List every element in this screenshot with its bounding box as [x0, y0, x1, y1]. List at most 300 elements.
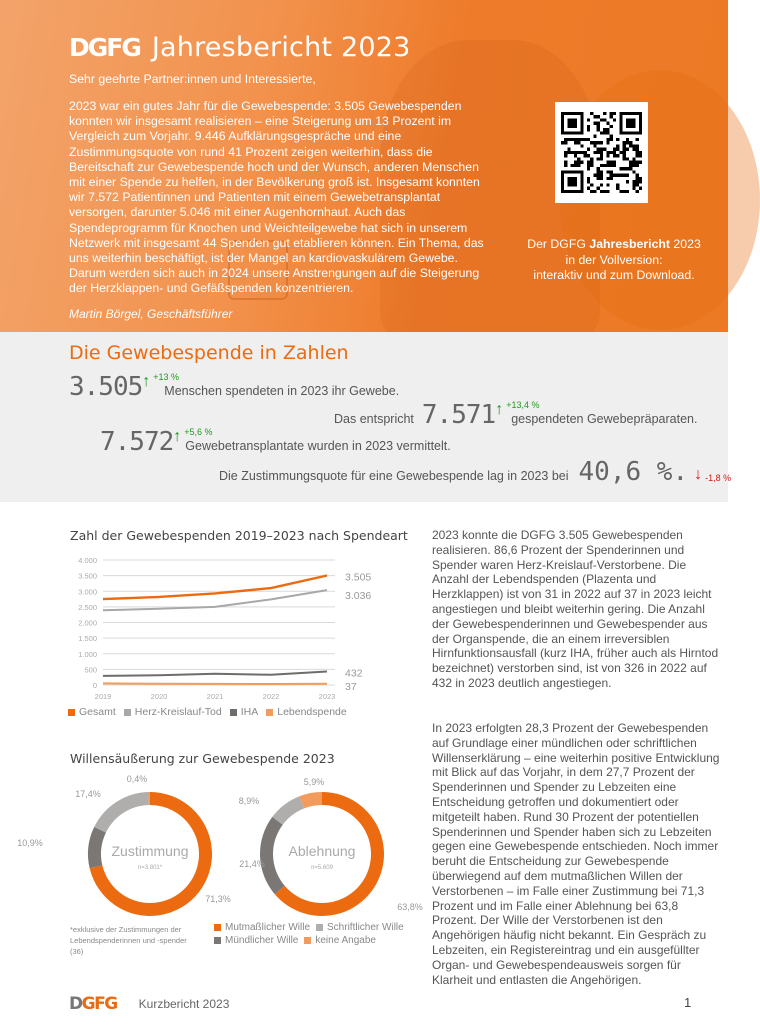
qr-module — [577, 138, 580, 141]
qr-module — [610, 112, 613, 115]
qr-module — [590, 112, 593, 115]
qr-module — [636, 174, 639, 177]
slice-label: 21,4% — [239, 859, 265, 869]
legend-label: Mündlicher Wille — [225, 935, 299, 946]
qr-module — [632, 144, 635, 147]
donut-chart-zustimmung — [17, 772, 240, 932]
qr-module — [629, 167, 632, 170]
footer-subtitle: Kurzbericht 2023 — [138, 997, 230, 1011]
qr-module — [597, 157, 600, 160]
qr-module — [593, 135, 596, 138]
qr-finder — [567, 118, 577, 128]
logo-d: D — [69, 994, 82, 1014]
y-tick-label: 0 — [92, 681, 97, 690]
y-tick-label: 2.500 — [78, 602, 97, 612]
qr-module — [590, 141, 593, 144]
qr-module — [610, 125, 613, 128]
qr-module — [616, 154, 619, 157]
legend-item — [124, 706, 222, 718]
qr-module — [587, 138, 590, 141]
greeting: Sehr geehrte Partner:innen und Interessierte, — [69, 72, 316, 86]
y-tick-label: 1.000 — [78, 649, 97, 659]
qr-module — [613, 164, 616, 167]
stat-consent-rate — [217, 457, 732, 487]
legend-item — [214, 935, 298, 946]
qr-module — [639, 151, 642, 154]
body-paragraph-1: 2023 konnte die DGFG 3.505 Gewebespenden realisieren. 86,6 Prozent der Spenderinnen und Spender waren Herz-Kreislauf-Verstorbene. Die Anzahl der Lebendspenden (Plazenta und Herzklappen) ist von 31 in 2022 auf 37 in 2023 leicht angestiegen und bleibt weiterhin gering. Die Anzahl der Gewebespenderinnen und Gewebespender aus der Organspende, die an einem irreversiblen Hirnfunktionsausfall (kurz IHA, früher auch als Hirntod bezeichnet) verstorben sind, ist von 326 in 2022 auf 432 in 2023 deutlich angestiegen. — [432, 528, 719, 690]
qr-module — [636, 161, 639, 164]
qr-module — [623, 167, 626, 170]
stat-delta-value: +5,6 % — [184, 427, 213, 437]
legend-swatch — [124, 709, 131, 716]
qr-module — [610, 161, 613, 164]
line-chart-title: Zahl der Gewebespenden 2019–2023 nach Spendeart — [70, 528, 408, 543]
qr-module — [606, 141, 609, 144]
legend-item — [266, 706, 347, 718]
qr-module — [574, 151, 577, 154]
qr-module — [626, 167, 629, 170]
report-title — [69, 32, 410, 63]
qr-module — [623, 174, 626, 177]
qr-module — [603, 131, 606, 134]
qr-module — [619, 174, 622, 177]
qr-module — [577, 141, 580, 144]
qr-module — [561, 141, 564, 144]
end-value-label: 3.505 — [345, 571, 372, 584]
qr-module — [567, 138, 570, 141]
qr-module — [610, 135, 613, 138]
qr-module — [600, 164, 603, 167]
arrow-up-icon: ↑ — [495, 401, 504, 418]
qr-caption-pre: Der DGFG — [527, 237, 590, 251]
legend-label: keine Angabe — [315, 935, 376, 946]
stat-text: Die Zustimmungsquote für eine Gewebespende lag in 2023 bei — [219, 469, 569, 483]
stat-delta — [173, 429, 211, 455]
qr-module — [626, 180, 629, 183]
page-title: Jahresbericht 2023 — [151, 32, 411, 63]
slice-label: 71,3% — [205, 894, 231, 904]
qr-finder — [567, 177, 577, 187]
line-chart — [65, 548, 385, 703]
qr-module — [574, 164, 577, 167]
end-value-label: 3.036 — [345, 590, 372, 603]
arrow-up-icon: ↑ — [173, 428, 182, 445]
legend-swatch — [230, 709, 237, 716]
y-tick-label: 1.500 — [78, 634, 97, 644]
qr-module — [610, 115, 613, 118]
qr-module — [626, 141, 629, 144]
qr-module — [593, 115, 596, 118]
qr-module — [610, 164, 613, 167]
qr-module — [571, 164, 574, 167]
qr-module — [593, 151, 596, 154]
qr-module — [613, 148, 616, 151]
qr-module — [597, 128, 600, 131]
qr-module — [603, 190, 606, 193]
x-tick-label: 2022 — [262, 692, 280, 701]
qr-module — [600, 141, 603, 144]
qr-module — [600, 174, 603, 177]
qr-module — [613, 112, 616, 115]
qr-module — [593, 122, 596, 125]
donut-chart-ablehnung — [232, 772, 423, 932]
qr-module — [610, 170, 613, 173]
qr-module — [600, 154, 603, 157]
qr-module — [600, 177, 603, 180]
qr-module — [623, 148, 626, 151]
qr-module — [600, 148, 603, 151]
qr-module — [597, 122, 600, 125]
qr-module — [619, 190, 622, 193]
qr-module — [606, 122, 609, 125]
legend-item — [214, 922, 310, 933]
qr-module — [574, 154, 577, 157]
stat-delta-value: +13,4 % — [506, 400, 540, 410]
qr-module — [577, 164, 580, 167]
qr-code-graphic — [561, 108, 642, 197]
qr-module — [623, 141, 626, 144]
qr-module — [636, 138, 639, 141]
qr-code-icon[interactable] — [555, 102, 648, 203]
qr-module — [564, 154, 567, 157]
qr-module — [636, 177, 639, 180]
qr-module — [600, 183, 603, 186]
qr-module — [574, 161, 577, 164]
qr-module — [619, 151, 622, 154]
stat-preparations — [332, 402, 697, 428]
stat-text: gespendeten Gewebepräparaten. — [511, 412, 698, 426]
qr-module — [577, 157, 580, 160]
qr-module — [574, 141, 577, 144]
qr-module — [632, 164, 635, 167]
slice-label: 8,9% — [238, 796, 260, 806]
slice-label: 17,4% — [75, 789, 101, 799]
donut-footnote: *exklusive der Zustimmungen der Lebendspenderinnen und -spender (36) — [70, 925, 187, 956]
slice-label: 0,4% — [126, 774, 148, 784]
qr-module — [606, 138, 609, 141]
qr-module — [636, 144, 639, 147]
qr-module — [597, 115, 600, 118]
legend-swatch — [304, 937, 311, 944]
qr-module — [587, 164, 590, 167]
legend-item — [230, 706, 259, 718]
qr-module — [590, 164, 593, 167]
qr-caption — [500, 237, 728, 284]
qr-module — [580, 144, 583, 147]
qr-module — [593, 174, 596, 177]
qr-module — [626, 174, 629, 177]
qr-module — [571, 138, 574, 141]
qr-module — [587, 125, 590, 128]
donut-center-label: Zustimmung — [111, 843, 189, 859]
qr-module — [590, 183, 593, 186]
legend-swatch — [316, 924, 323, 931]
qr-module — [613, 161, 616, 164]
qr-module — [584, 138, 587, 141]
qr-module — [632, 183, 635, 186]
legend-label: Herz-Kreislauf-Tod — [134, 706, 222, 718]
qr-module — [584, 154, 587, 157]
y-tick-label: 3.500 — [78, 571, 97, 581]
qr-module — [577, 161, 580, 164]
stat-value: 3.505 — [69, 372, 143, 402]
legend-item — [68, 706, 116, 718]
qr-module — [623, 154, 626, 157]
stat-delta-value: -1,8 % — [705, 473, 732, 483]
qr-module — [629, 161, 632, 164]
qr-module — [603, 118, 606, 121]
qr-module — [587, 161, 590, 164]
qr-module — [606, 170, 609, 173]
stat-delta — [688, 459, 732, 485]
qr-module — [636, 148, 639, 151]
qr-module — [564, 151, 567, 154]
qr-module — [623, 157, 626, 160]
intro-text: 2023 war ein gutes Jahr für die Gewebespende: 3.505 Gewebespenden konnten wir insgesamt realisieren – eine Steigerung um 13 Prozent im Vergleich zum Vorjahr. 9.446 Aufklärungsgespräche und eine Zustimmungsquote von rund 41 Prozent zeigen weiterhin, dass die Bereitschaft zur Gewebespende hoch und der Wunsch, anderen Menschen mit einer Spende zu helfen, in der Bevölkerung groß ist. Insgesamt konnten wir 7.572 Patientinnen und Patienten mit einem Gewebetransplantat versorgen, darunter 5.046 mit einer Augenhornhaut. Auch das Spendeprogramm für Knochen und Weichteilgewebe hat sich in unserem Netzwerk mit insgesamt 44 Spenden gut etablieren können. Ein Thema, das uns weiterhin beschäftigt, ist der Mangel an kardiovaskulärem Gewebe. Darum werden sich auch in 2024 unsere Anstrengungen auf die Steigerung der Herzklappen- und Gefäßspenden konzentrieren. — [69, 99, 484, 296]
legend-swatch — [266, 709, 273, 716]
qr-module — [600, 157, 603, 160]
donut-center-sub: n=3.801* — [137, 865, 163, 871]
x-tick-label: 2023 — [318, 692, 336, 701]
legend-label: Schriftlicher Wille — [327, 922, 404, 933]
qr-module — [619, 167, 622, 170]
qr-module — [626, 138, 629, 141]
qr-module — [606, 131, 609, 134]
qr-caption-post: 2023 — [670, 237, 701, 251]
stat-value: 7.572 — [100, 427, 174, 457]
qr-module — [639, 187, 642, 190]
qr-module — [580, 161, 583, 164]
qr-module — [623, 144, 626, 147]
qr-module — [613, 154, 616, 157]
qr-module — [606, 128, 609, 131]
stat-value: 40,6 %. — [578, 457, 689, 487]
qr-module — [603, 112, 606, 115]
qr-module — [629, 141, 632, 144]
qr-module — [597, 167, 600, 170]
qr-module — [632, 148, 635, 151]
body-paragraph-2: In 2023 erfolgten 28,3 Prozent der Gewebespenden auf Grundlage einer mündlichen oder schriftlichen Willenserklärung – eine weiterhin positive Entwicklung mit Blick auf das Vorjahr, in dem 27,7 Prozent der Spenderinnen und Spender zu Lebzeiten eine Entscheidung getroffen und dokumentiert oder mitgeteilt haben. Rund 30 Prozent der potentiellen Spenderinnen und Spender haben sich zu Lebzeiten gegen eine Gewebespende entschieden. Noch immer beruht die Entscheidung zur Gewebespende überwiegend auf dem mutmaßlichen Willen der Verstorbenen – im Falle einer Zustimmung bei 71,3 Prozent und im Falle einer Ablehnung bei 63,8 Prozent. Der Wille der Verstorbenen ist den Angehörigen häufig nicht bekannt. Ein Gespräch zu Lebzeiten, ein Registereintrag und ein ausgefüllter Organ- und Gewebespendeausweis sorgen für Klarheit und entlasten die Angehörigen. — [432, 721, 720, 987]
qr-module — [623, 151, 626, 154]
legend-swatch — [68, 709, 75, 716]
qr-module — [600, 170, 603, 173]
qr-module — [613, 151, 616, 154]
qr-module — [639, 154, 642, 157]
arrow-down-icon: ↓ — [694, 466, 703, 483]
slice-label: 5,9% — [303, 777, 325, 787]
qr-module — [632, 161, 635, 164]
stat-donors — [69, 374, 399, 400]
qr-caption-line2: in der Vollversion: — [565, 252, 663, 267]
signature: Martin Börgel, Geschäftsführer — [69, 307, 233, 321]
qr-module — [610, 174, 613, 177]
qr-module — [597, 177, 600, 180]
legend-item — [316, 922, 404, 933]
logo-gfg: GFG — [81, 994, 117, 1014]
x-tick-label: 2019 — [94, 692, 112, 701]
qr-module — [590, 157, 593, 160]
qr-module — [587, 148, 590, 151]
qr-module — [567, 148, 570, 151]
qr-module — [616, 138, 619, 141]
qr-module — [626, 157, 629, 160]
qr-module — [636, 151, 639, 154]
qr-module — [603, 164, 606, 167]
donut-center-label: Ablehnung — [288, 843, 356, 859]
qr-module — [564, 138, 567, 141]
qr-caption-line3: interaktiv und zum Download. — [533, 268, 695, 282]
legend-label: Mutmaßlicher Wille — [225, 922, 311, 933]
qr-module — [632, 157, 635, 160]
qr-module — [616, 183, 619, 186]
qr-module — [603, 148, 606, 151]
qr-module — [616, 187, 619, 190]
legend-item — [304, 935, 376, 946]
qr-module — [639, 180, 642, 183]
qr-module — [587, 128, 590, 131]
qr-module — [616, 174, 619, 177]
stat-delta — [495, 400, 540, 428]
qr-module — [623, 190, 626, 193]
donut-slice — [272, 796, 304, 824]
qr-module — [639, 177, 642, 180]
dgfg-logo-footer — [69, 994, 117, 1014]
qr-module — [564, 141, 567, 144]
qr-module — [616, 144, 619, 147]
slice-label: 63,8% — [397, 902, 423, 912]
y-tick-label: 3.000 — [78, 587, 97, 597]
line-chart-legend — [68, 706, 398, 718]
qr-module — [626, 148, 629, 151]
donut-slice — [94, 792, 149, 833]
qr-module — [632, 170, 635, 173]
qr-module — [587, 177, 590, 180]
qr-module — [636, 154, 639, 157]
qr-module — [639, 161, 642, 164]
qr-caption-bold: Jahresbericht — [589, 237, 671, 251]
qr-module — [610, 138, 613, 141]
qr-module — [587, 118, 590, 121]
qr-module — [593, 144, 596, 147]
qr-module — [587, 167, 590, 170]
slice-label: 10,9% — [17, 838, 43, 848]
qr-module — [613, 174, 616, 177]
qr-module — [600, 151, 603, 154]
qr-module — [606, 161, 609, 164]
qr-module — [632, 180, 635, 183]
qr-module — [606, 151, 609, 154]
end-value-label: 432 — [345, 667, 363, 680]
qr-module — [587, 180, 590, 183]
qr-module — [580, 138, 583, 141]
qr-module — [580, 151, 583, 154]
legend-label: IHA — [240, 706, 259, 718]
qr-module — [597, 141, 600, 144]
qr-module — [593, 190, 596, 193]
stat-text: Das entspricht — [334, 412, 414, 426]
qr-module — [564, 164, 567, 167]
end-value-label: 37 — [345, 680, 357, 693]
y-tick-label: 4.000 — [78, 556, 97, 565]
qr-module — [636, 164, 639, 167]
qr-module — [600, 118, 603, 121]
qr-module — [590, 161, 593, 164]
legend-swatch — [214, 924, 221, 931]
qr-module — [610, 151, 613, 154]
stat-text: Gewebetransplantate wurden in 2023 vermittelt. — [185, 439, 451, 453]
qr-module — [593, 141, 596, 144]
qr-module — [597, 148, 600, 151]
qr-module — [600, 131, 603, 134]
qr-module — [606, 190, 609, 193]
qr-module — [613, 118, 616, 121]
qr-module — [626, 190, 629, 193]
legend-label: Lebendspende — [277, 706, 347, 718]
qr-module — [629, 164, 632, 167]
page-number: 1 — [684, 995, 692, 1010]
arrow-up-icon: ↑ — [142, 373, 151, 390]
qr-module — [610, 177, 613, 180]
qr-module — [632, 187, 635, 190]
qr-module — [636, 180, 639, 183]
stat-delta-value: +13 % — [153, 372, 180, 382]
legend-swatch — [214, 937, 221, 944]
qr-finder — [626, 118, 636, 128]
qr-module — [564, 161, 567, 164]
x-tick-label: 2021 — [206, 692, 224, 701]
hero-banner — [0, 0, 728, 332]
stats-heading: Die Gewebespende in Zahlen — [69, 342, 349, 364]
qr-module — [574, 138, 577, 141]
qr-module — [587, 187, 590, 190]
stats-section — [0, 332, 732, 502]
qr-module — [590, 190, 593, 193]
qr-module — [616, 148, 619, 151]
qr-module — [629, 144, 632, 147]
qr-module — [636, 183, 639, 186]
qr-module — [571, 151, 574, 154]
qr-module — [577, 151, 580, 154]
qr-module — [606, 164, 609, 167]
qr-module — [597, 151, 600, 154]
y-tick-label: 2.000 — [78, 618, 97, 628]
qr-module — [587, 154, 590, 157]
footer — [69, 994, 229, 1014]
donut-slice — [88, 827, 106, 868]
donut-slice — [260, 817, 285, 894]
qr-module — [636, 190, 639, 193]
stat-text: Menschen spendeten in 2023 ihr Gewebe. — [164, 384, 400, 398]
qr-module — [597, 170, 600, 173]
qr-module — [606, 177, 609, 180]
stat-value: 7.571 — [421, 400, 496, 430]
donut-legend — [214, 922, 414, 946]
qr-module — [597, 187, 600, 190]
x-tick-label: 2020 — [150, 692, 168, 701]
y-tick-label: 500 — [84, 665, 97, 675]
qr-module — [567, 151, 570, 154]
qr-module — [603, 128, 606, 131]
qr-module — [597, 125, 600, 128]
qr-module — [584, 151, 587, 154]
qr-module — [597, 174, 600, 177]
stat-transplants — [100, 429, 451, 455]
qr-module — [606, 154, 609, 157]
stat-delta — [142, 374, 180, 400]
dgfg-logo: DGFG — [69, 33, 140, 62]
qr-module — [606, 183, 609, 186]
legend-label: Gesamt — [79, 706, 116, 718]
